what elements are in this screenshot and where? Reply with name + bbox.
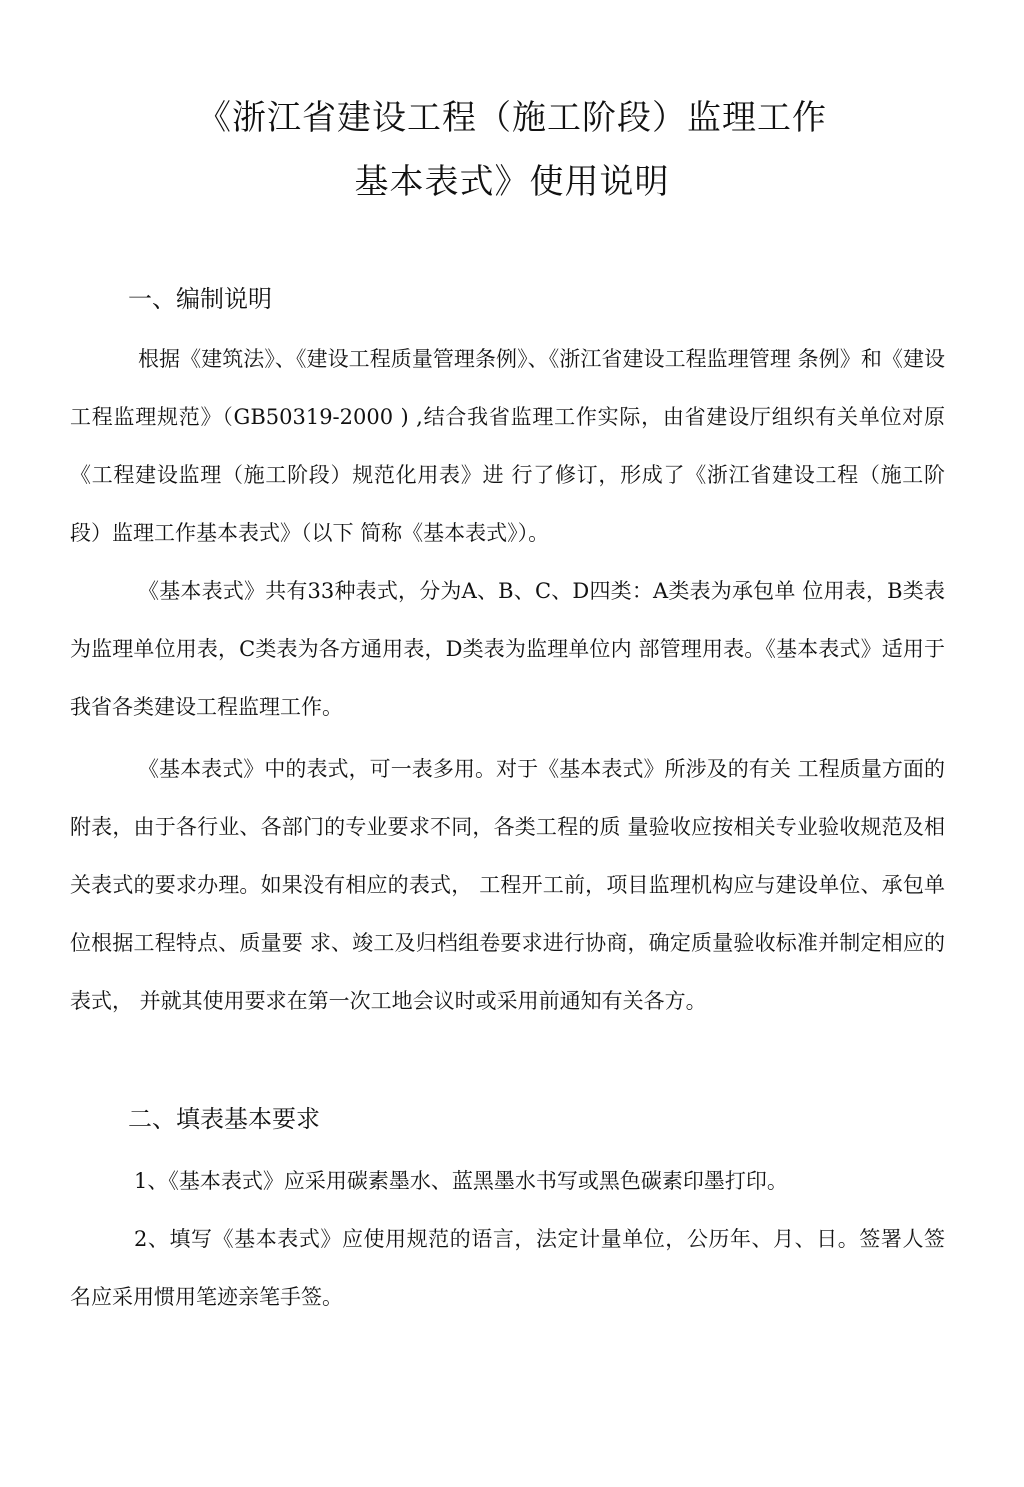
paragraph-basis: 根据《建筑法》、《建设工程质量管理条例》、《浙江省建设工程监理管理 条例》和《建设工程监理规范》（GB50319-2000 ) ,结合我省监理工作实际，由省建设厅组织有关单位对原《工程建设监理（施工阶段）规范化用表》进 行了修订，形成了《浙江省建设工程（施工阶段）监理工作基本表式》（以下 简称《基本表式》）。 xyxy=(70,347,945,545)
requirement-item-1: 1、《基本表式》应采用碳素墨水、蓝黑墨水书写或黑色碳素印墨打印。 xyxy=(134,1169,788,1193)
section-heading-requirements: 二、填表基本要求 xyxy=(128,1105,320,1133)
section-heading-compilation: 一、编制说明 xyxy=(128,285,272,313)
paragraph-form-types: 《基本表式》共有33种表式，分为A、B、C、D四类：A类表为承包单 位用表，B类表为监理单位用表，C类表为各方通用表，D类表为监理单位内 部管理用表。《基本表式》适用于我省各类建设工程监理工作。 xyxy=(70,579,945,719)
paragraph-form-usage: 《基本表式》中的表式，可一表多用。对于《基本表式》所涉及的有关 工程质量方面的附表，由于各行业、各部门的专业要求不同，各类工程的质 量验收应按相关专业验收规范及相关表式的要求办理。如果没有相应的表式， 工程开工前，项目监理机构应与建设单位、承包单位根据工程特点、质量要 求、竣工及归档组卷要求进行协商，确定质量验收标准并制定相应的表式， 并就其使用要求在第一次工地会议时或采用前通知有关各方。 xyxy=(70,757,945,1013)
document-title-line-2: 基本表式》使用说明 xyxy=(354,162,670,202)
document-title-line-1: 《浙江省建设工程（施工阶段）监理工作 xyxy=(197,98,827,138)
requirement-item-2: 2、填写《基本表式》应使用规范的语言，法定计量单位，公历年、月、日。签署人签名应采用惯用笔迹亲笔手签。 xyxy=(70,1227,945,1309)
